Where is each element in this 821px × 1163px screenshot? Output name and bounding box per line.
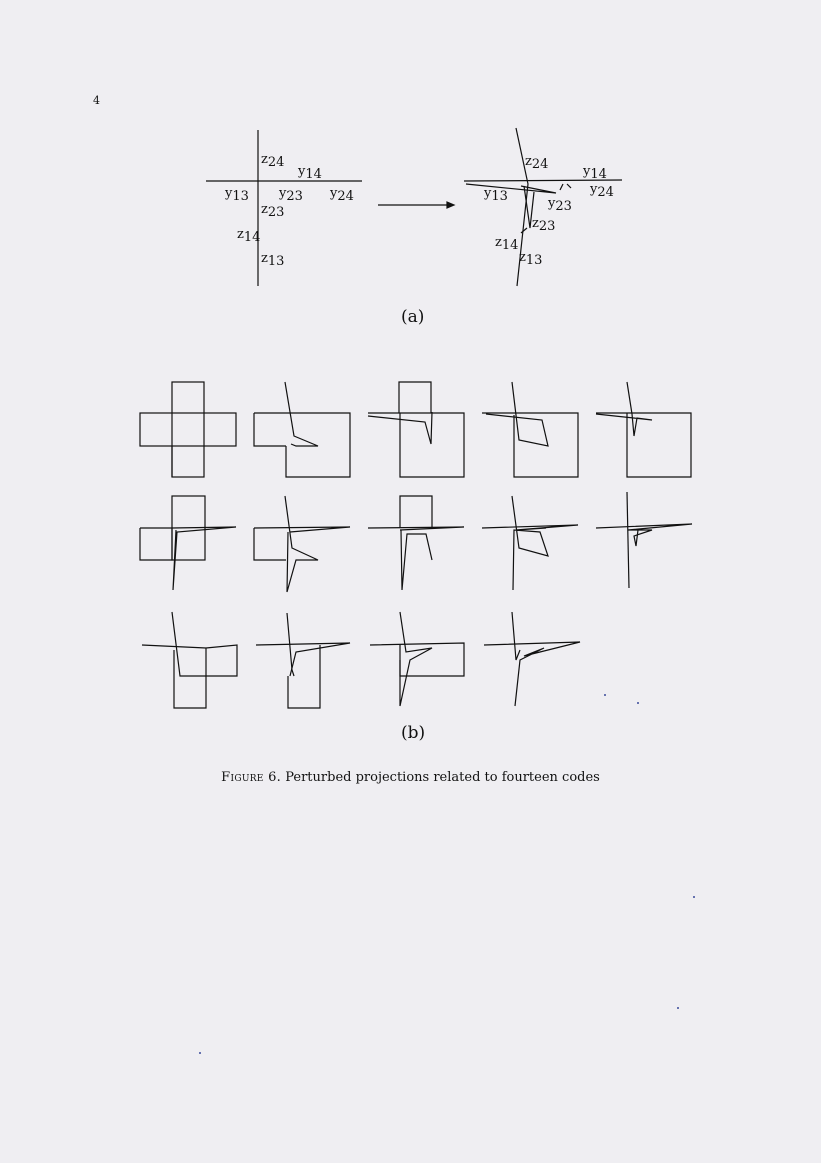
caption-text: Perturbed projections related to fourteen codes bbox=[285, 770, 600, 785]
label-y24-right: y24 bbox=[590, 182, 614, 200]
projection-14 bbox=[484, 612, 580, 706]
caption-figure-label: Figure 6. bbox=[221, 770, 282, 785]
projection-10 bbox=[596, 492, 692, 588]
figure-a-left-diagram bbox=[206, 130, 362, 286]
projection-5 bbox=[596, 382, 691, 477]
scan-speck bbox=[604, 694, 606, 696]
projection-6 bbox=[140, 496, 236, 590]
label-z13-left: z13 bbox=[261, 251, 285, 269]
perturbed-y13-spike bbox=[466, 184, 556, 193]
projection-4 bbox=[482, 382, 578, 477]
transform-arrow bbox=[378, 202, 454, 208]
projection-8 bbox=[368, 496, 464, 590]
scan-speck bbox=[199, 1052, 201, 1054]
figure-caption bbox=[0, 770, 821, 785]
label-z23-right: z23 bbox=[532, 216, 556, 234]
scan-speck bbox=[693, 896, 695, 898]
scan-speck bbox=[637, 702, 639, 704]
label-y13-right: y13 bbox=[484, 186, 508, 204]
label-y23-left: y23 bbox=[279, 186, 303, 204]
panel-label-b: (b) bbox=[401, 723, 426, 743]
projection-11 bbox=[142, 612, 237, 708]
projection-9 bbox=[482, 496, 578, 590]
projection-2 bbox=[254, 382, 350, 477]
label-z14-left: z14 bbox=[237, 227, 261, 245]
projection-12 bbox=[256, 613, 350, 708]
label-y14-right: y14 bbox=[583, 164, 607, 182]
projection-3 bbox=[368, 382, 464, 477]
panel-label-a: (a) bbox=[401, 307, 425, 327]
label-z24-left: z24 bbox=[261, 152, 285, 170]
label-z14-right: z14 bbox=[495, 235, 519, 253]
projection-7 bbox=[254, 496, 350, 592]
projection-13 bbox=[370, 612, 464, 706]
figure-a-right-diagram bbox=[464, 128, 622, 286]
label-z23-left: z23 bbox=[261, 202, 285, 220]
label-z24-right: z24 bbox=[525, 154, 549, 172]
page-number: 4 bbox=[93, 94, 100, 107]
label-z13-right: z13 bbox=[519, 250, 543, 268]
label-y13-left: y13 bbox=[225, 186, 249, 204]
label-y24-left: y24 bbox=[330, 186, 354, 204]
projection-1 bbox=[140, 382, 236, 477]
label-y23-right: y23 bbox=[548, 196, 572, 214]
label-y14-left: y14 bbox=[298, 164, 322, 182]
scan-speck bbox=[677, 1007, 679, 1009]
